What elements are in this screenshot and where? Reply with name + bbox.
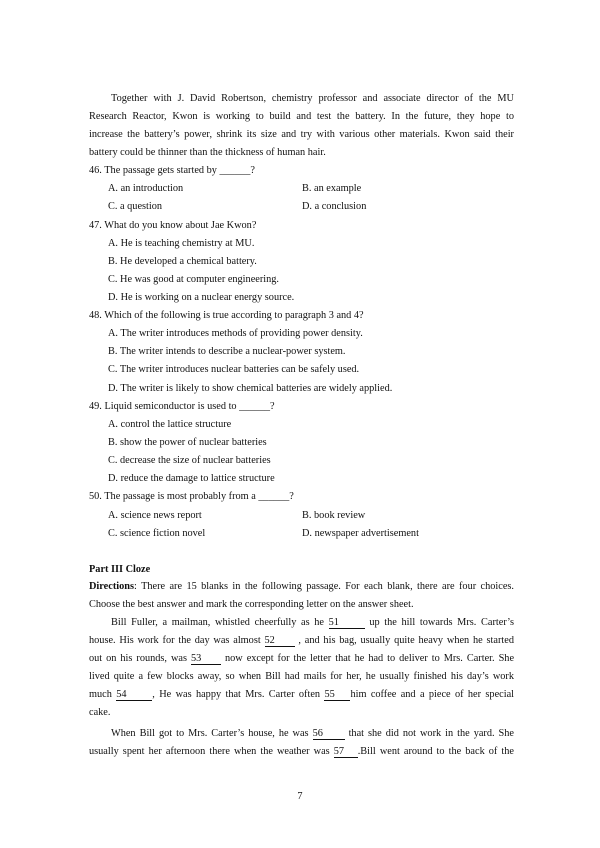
intro-line-1: Together with J. David Robertson, chemistry professor and associate director of the MU [111,93,514,104]
q49-option-b: B. show the power of nuclear batteries [108,437,267,448]
q50-option-d: D. newspaper advertisement [302,528,419,539]
cloze-p1-line-1: Bill Fuller, a mailman, whistled cheerfully as he 51 up the hill towards Mrs. Carter’s [111,617,514,628]
cloze-p1-line-5: much 54 , He was happy that Mrs. Carter often 55 him coffee and a piece of her special [89,689,515,700]
q50-option-b: B. book review [302,510,366,521]
cloze-p2-line-1: When Bill got to Mrs. Carter’s house, he was 56 that she did not work in the yard. She [111,728,514,739]
cloze-paragraph-1 [89,614,514,722]
q49-option-d: D. reduce the damage to lattice structure [108,473,275,484]
blank-51[interactable]: 51 [329,617,365,629]
q46-option-c: C. a question [108,201,163,212]
directions-label: Directions [89,581,134,592]
question-47: 47. What do you know about Jae Kwon? [89,220,257,231]
question-46: 46. The passage gets started by ______? [89,165,255,176]
intro-paragraph [89,90,514,162]
cloze-p1-line-6: cake. [89,707,111,718]
q50-option-c: C. science fiction novel [108,528,206,539]
question-50: 50. The passage is most probably from a ______? [89,491,294,502]
q48-option-c: C. The writer introduces nuclear batteries can be safely used. [108,364,360,375]
blank-52[interactable]: 52 [265,635,295,647]
section-heading: Part III Cloze [89,564,151,575]
q47-option-c: C. He was good at computer engineering. [108,274,279,285]
cloze-p1-line-3: out on his rounds, was 53 now except for the letter that he had to deliver to Mrs. Carter. She [89,653,515,664]
intro-line-2: Research Reactor, Kwon is working to build and test the battery. In the future, they hope to [89,111,514,122]
blank-55[interactable]: 55 [324,689,350,701]
directions-paragraph [89,578,514,614]
q50-option-a: A. science news report [108,510,202,521]
cloze-p1-line-4: lived quite a few blocks away, so when Bill had mails for her, he usually finished his day’s work [89,671,514,682]
blank-57[interactable]: 57 [334,746,358,758]
q47-option-b: B. He developed a chemical battery. [108,256,257,267]
q47-option-a: A. He is teaching chemistry at MU. [108,238,255,249]
question-49: 49. Liquid semiconductor is used to ______? [89,401,275,412]
directions-line-1: Directions: There are 15 blanks in the following passage. For each blank, there are four choices. [89,581,514,592]
blank-53[interactable]: 53 [191,653,221,665]
q48-option-d: D. The writer is likely to show chemical batteries are widely applied. [108,383,393,394]
q49-option-c: C. decrease the size of nuclear batteries [108,455,271,466]
intro-line-3: increase the battery’s power, shrink its size and try with various other materials. Kwon said their [89,129,514,140]
cloze-paragraph-2 [89,725,514,761]
cloze-p2-line-2: usually spent her afternoon there when the weather was 57 .Bill went around to the back of the [89,746,515,757]
cloze-p1-line-2: house. His work for the day was almost 52 , and his bag, usually quite heavy when he started [89,635,514,646]
q46-option-a: A. an introduction [108,183,184,194]
q47-option-d: D. He is working on a nuclear energy source. [108,292,295,303]
intro-line-4: battery could be thinner than the thickness of human hair. [89,147,326,158]
question-48: 48. Which of the following is true according to paragraph 3 and 4? [89,310,364,321]
blank-54[interactable]: 54 [116,689,152,701]
q49-option-a: A. control the lattice structure [108,419,232,430]
q48-option-b: B. The writer intends to describe a nuclear-power system. [108,346,346,357]
q48-option-a: A. The writer introduces methods of providing power density. [108,328,363,339]
q46-option-b: B. an example [302,183,362,194]
page-number: 7 [297,791,303,802]
blank-56[interactable]: 56 [313,728,345,740]
q46-option-d: D. a conclusion [302,201,367,212]
directions-line-2: Choose the best answer and mark the corresponding letter on the answer sheet. [89,599,414,610]
